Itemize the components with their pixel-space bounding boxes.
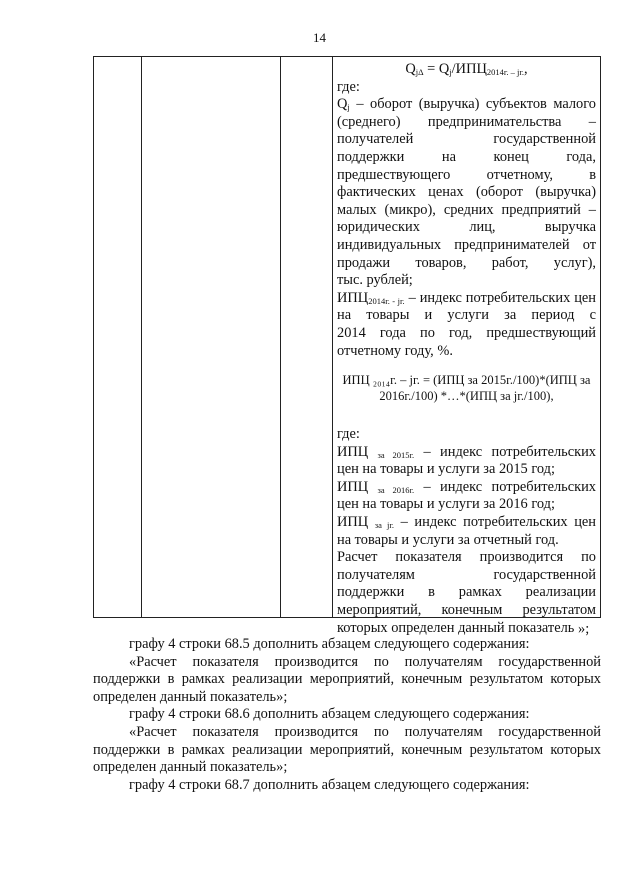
formula-main: $Q_{j\Delta} = Q_j/ИПЦ_{2014г. - jг.}$, [405,61,528,77]
calculation-note-line: мероприятий, конечным результатом [337,602,596,619]
ipc-definition-line: отчетному году, %. [337,342,453,359]
q-definition-line: (среднего) предпринимательства – [337,113,596,130]
ipc2015-definition-line: цен на товары и услуги за 2015 год; [337,461,555,478]
table-column-divider [141,57,142,617]
formula-cell [337,61,596,637]
calculation-note-line: которых определен данный показатель [337,619,575,636]
q-definition-line: получателей государственной [337,131,596,148]
ipc-definition-line: $ИПЦ_{2014г. - jг.}$ – индекс потребительских цен [337,289,596,306]
ipc2016-definition-line: ИПЦ $_{за 2016г.}$ – индекс потребительских [337,478,596,495]
table-column-divider [332,57,333,617]
q-definition-line: индивидуальных предпринимателей от [337,236,596,253]
page-number: 14 [313,30,326,45]
amendment-table [93,56,601,636]
where-label: где: [337,78,360,95]
q-definition-line: тыс. рублей; [337,272,413,289]
q-definition-line: продажи товаров, работ, услуг), [337,254,596,271]
amendment-paragraph: графу 4 строки 68.6 дополнить абзацем следующего содержания: [129,706,530,723]
ipcj-definition-line: на товары и услуги за отчетный год. [337,531,559,548]
calculation-note-line: получателям государственной [337,566,596,583]
q-definition-line: поддержки на конец года, [337,148,596,165]
closing-quote-mark: »; [578,621,590,637]
where-label: где: [337,426,360,443]
calculation-note-line: поддержки в рамках реализации [337,584,596,601]
q-definition-line: юридических лиц, выручка [337,219,596,236]
q-definition-line: предшествующего отчетному, в [337,166,596,183]
amendment-paragraph: «Расчет показателя производится по получателям государственной поддержки в рамках реализации мероприятий, конечным результатом которых определен данный показатель»; [93,653,601,705]
ipc-definition-line: 2014 года по год, предшествующий [337,324,596,341]
amendment-paragraph: «Расчет показателя производится по получателям государственной поддержки в рамках реализации мероприятий, конечным результатом которых определен данный показатель»; [93,723,601,776]
calculation-note-line: Расчет показателя производится по [337,549,596,566]
amendment-paragraphs [93,636,601,794]
ipcj-definition-line: ИПЦ $_{за jг.}$ – индекс потребительских цен [337,514,596,531]
q-definition-line: фактических ценах (оборот (выручка) [337,184,596,201]
ipc2016-definition-line: цен на товары и услуги за 2016 год; [337,496,555,513]
amendment-paragraph: графу 4 строки 68.7 дополнить абзацем следующего содержания: [129,776,530,793]
q-definition-line: $Q_j$ – оборот (выручка) субъектов малого [337,96,596,113]
ipc-product-formula: ИПЦ ₂₀₁₄г. – jг. = (ИПЦ за 2015г./100)*(ИПЦ за 2016г./100) *…*(ИПЦ за jг./100), [342,373,591,404]
amendment-paragraph: графу 4 строки 68.5 дополнить абзацем следующего содержания: [129,636,530,652]
q-definition-line: малых (микро), средних предприятий – [337,201,596,218]
ipc-definition-line: на товары и услуги за период с [337,307,596,324]
table-column-divider [280,57,281,617]
ipc2015-definition-line: ИПЦ $_{за 2015г.}$ – индекс потребительских [337,443,596,460]
